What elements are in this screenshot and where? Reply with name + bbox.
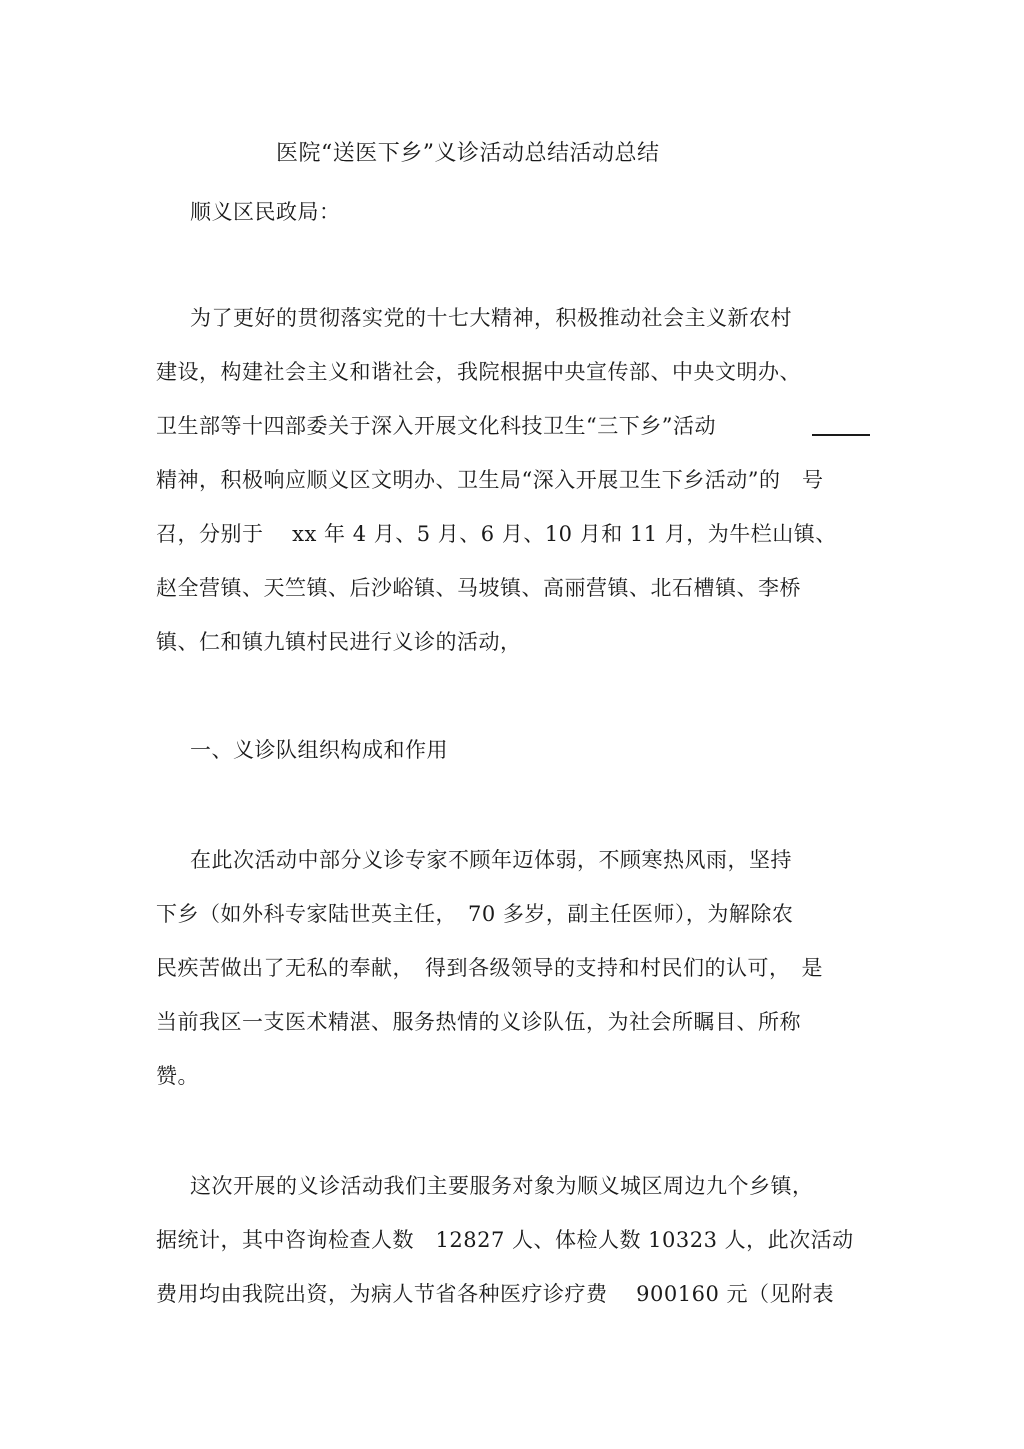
paragraph1-line: 卫生部等十四部委关于深入开展文化科技卫生“三下乡”活动 [156,414,716,438]
paragraph1-line: 精神，积极响应顺义区文明办、卫生局“深入开展卫生下乡活动”的 号 [156,468,824,492]
paragraph1-line: 召，分别于 xx 年 4 月、5 月、6 月、10 月和 11 月，为牛栏山镇、 [156,522,837,546]
paragraph1-line: 镇、仁和镇九镇村民进行义诊的活动， [156,630,522,654]
document-title: 医院“送医下乡”义诊活动总结活动总结 [276,141,660,166]
paragraph2-line: 赞。 [156,1064,199,1088]
paragraph3-line: 这次开展的义诊活动我们主要服务对象为顺义城区周边九个乡镇， [190,1174,814,1198]
paragraph2-line: 当前我区一支医术精湛、服务热情的义诊队伍，为社会所瞩目、所称 [156,1010,801,1034]
paragraph3-line: 据统计，其中咨询检查人数 12827 人、体检人数 10323 人，此次活动 [156,1228,854,1252]
section-heading: 一、义诊队组织构成和作用 [190,738,448,762]
paragraph2-line: 在此次活动中部分义诊专家不顾年迈体弱，不顾寒热风雨，坚持 [190,848,792,872]
blank-underline [812,434,870,436]
paragraph1-line: 赵全营镇、天竺镇、后沙峪镇、马坡镇、高丽营镇、北石槽镇、李桥 [156,576,801,600]
paragraph1-line: 建设，构建社会主义和谐社会，我院根据中央宣传部、中央文明办、 [156,360,801,384]
paragraph3-line: 费用均由我院出资，为病人节省各种医疗诊疗费 900160 元（见附表 [156,1282,835,1306]
paragraph2-line: 民疾苦做出了无私的奉献， 得到各级领导的支持和村民们的认可， 是 [156,956,823,980]
paragraph2-line: 下乡（如外科专家陆世英主任， 70 多岁，副主任医师），为解除农 [156,902,794,926]
paragraph1-line: 为了更好的贯彻落实党的十七大精神，积极推动社会主义新农村 [190,306,792,330]
addressee: 顺义区民政局： [190,200,341,224]
